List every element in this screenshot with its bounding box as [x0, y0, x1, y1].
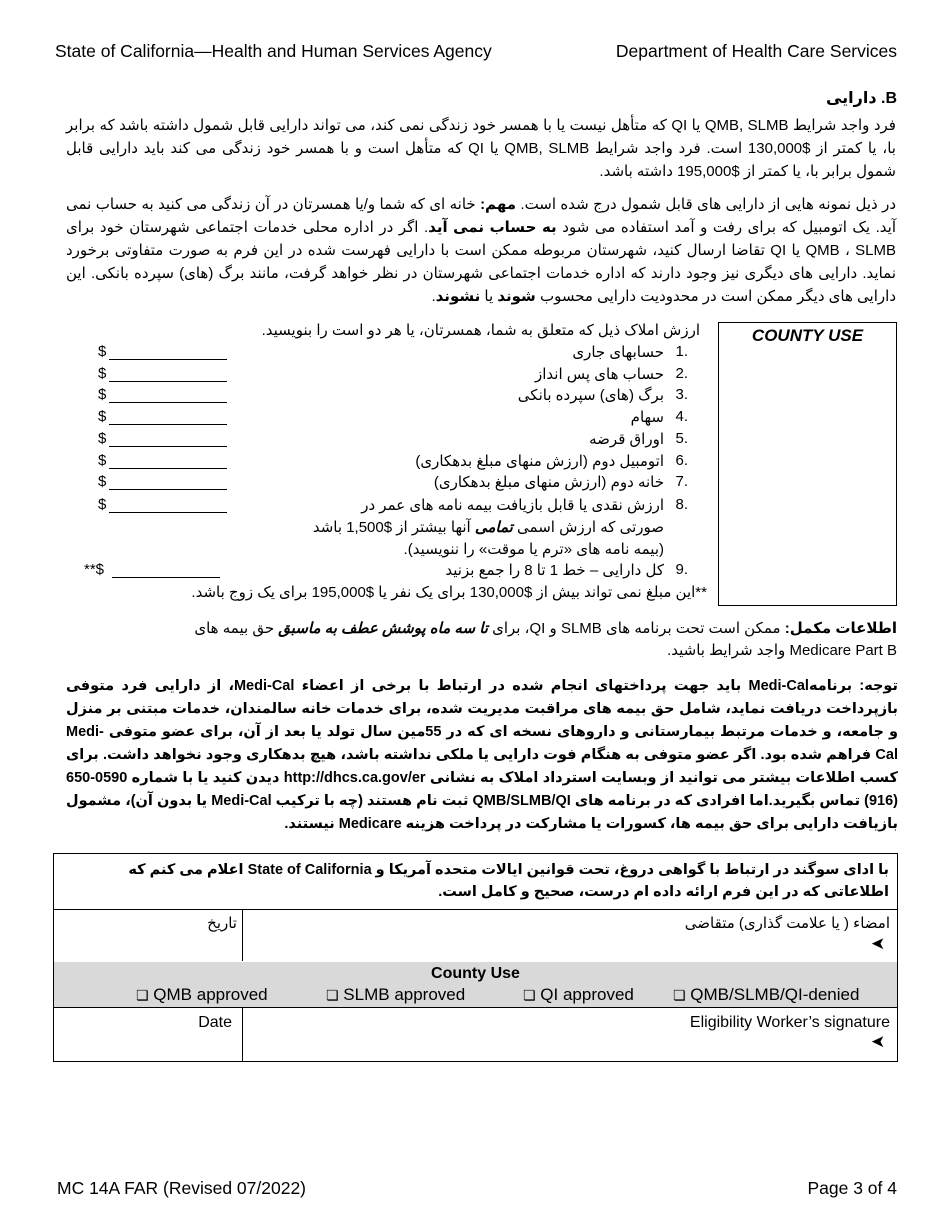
currency-symbol: $ [98, 386, 107, 404]
asset-row-1 [80, 343, 708, 365]
total-prefix: **$ [84, 561, 105, 578]
asset-amount-field[interactable] [109, 424, 227, 425]
applicant-signature-field[interactable] [250, 934, 890, 958]
intro-paragraph: فرد واجد شرایط QMB, SLMB یا QI که متأهل نیست یا با همسر خود زندگی نمی کند، می تواند دارایی قابل شمول داشته باشد که برابر با، یا کمتر از $130,000 است. فرد واجد شرایط QMB, SLMB یا QI که متأهل است و با همسر خود زندگی می کند باید دارایی قابل شمول برابر با، یا کمتر از $195,000 داشته باشد. [66, 117, 896, 180]
checkbox-icon: ❏ [673, 987, 686, 1003]
worker-signature-label: Eligibility Worker’s signature [689, 1014, 890, 1031]
asset-number: 4. [675, 408, 688, 426]
asset-label: سهام [630, 409, 664, 427]
currency-symbol: $ [98, 496, 107, 513]
asset-amount-field[interactable] [109, 381, 227, 382]
examples-paragraph: در ذیل نمونه هایی از دارایی های قابل شمول درج شده است. مهم: خانه ای که شما و/یا همسرتان در آن زندگی می کنید به حساب نمی آید. یک اتومبیل که برای رفت و آمد استفاده می شود به حساب نمی آید. اگر در اداره محلی خدمات اجتماعی شهرستان خود برای QMB ، SLMB یا QI تقاضا ارسال کنید، شهرستان مربوطه ممکن است با دارایی فهرست شده در این فرم به صورت متفاوتی برخورد نماید. دارایی های دیگری نیز وجود دارند که اداره خدمات اجتماعی شهرستان در نظر خواهد گرفت، مانند برگ (های) سپرده بانکی. این دارایی های دیگر ممکن است در محدودیت دارایی محسوب شوند یا نشوند. [66, 196, 896, 305]
asset-label: اوراق قرضه [589, 430, 664, 448]
page-number: Page 3 of 4 [807, 1178, 897, 1198]
asset-number: 2. [675, 364, 688, 382]
asset-amount-field[interactable] [109, 446, 227, 447]
asset-amount-field[interactable] [109, 468, 227, 469]
asset-number: 8. [675, 496, 688, 513]
asset-row-2 [80, 365, 708, 387]
section-title [826, 88, 897, 108]
asset-number: 9. [675, 561, 688, 578]
asset-label: حسابهای جاری [572, 344, 664, 361]
additional-info-line2: Medicare Part B واجد شرایط باشید. [667, 642, 897, 659]
asset-row-5 [80, 430, 708, 452]
asset-row-4 [80, 408, 708, 430]
currency-symbol: $ [98, 343, 107, 360]
asset-row-3 [80, 386, 708, 408]
asset-label: برگ (های) سپرده بانکی [517, 387, 664, 405]
asset-row-6 [80, 452, 708, 474]
agency-header: State of California—Health and Human Services Agency [55, 41, 492, 61]
applicant-signature-label: امضاء ( یا علامت گذاری) متقاضی [684, 915, 890, 932]
declaration-text: با ادای سوگند در ارتباط با گواهی دروغ، تحت قوانین ایالات متحده آمریکا و State of California اعلام می کنم که اطلاعاتی که در این فرم ارائه داده ام درست، صحیح و کامل است. [128, 862, 889, 900]
asset-label: خانه دوم (ارزش منهای مبلغ بدهکاری) [433, 474, 664, 492]
additional-info-label: اطلاعات مکمل: [784, 620, 897, 637]
checkbox-qi-approved[interactable]: ❏ QI approved [523, 985, 634, 1004]
county-use-box-title: COUNTY USE [751, 326, 864, 345]
asset-amount-field[interactable] [109, 512, 227, 513]
checkbox-icon: ❏ [326, 987, 339, 1003]
asset-amount-field[interactable] [109, 489, 227, 490]
date-label-en: Date [198, 1014, 232, 1031]
asset-number: 6. [675, 451, 688, 469]
not-counted-emph: به حساب نمی آید [428, 219, 557, 236]
state-name: State of California [247, 862, 372, 878]
signature-table [53, 853, 898, 1062]
currency-symbol: $ [98, 429, 107, 447]
checkbox-icon: ❏ [136, 987, 149, 1003]
divider [242, 909, 243, 961]
currency-symbol: $ [98, 408, 107, 426]
asset-number: 1. [675, 343, 688, 360]
assets-instruction: ارزش املاک ذیل که متعلق به شما، همسرتان، یا هر دو است را بنویسید. [261, 322, 700, 339]
asset-label: اتومبیل دوم (ارزش منهای مبلغ بدهکاری) [415, 452, 664, 470]
form-id: MC 14A FAR (Revised 07/2022) [57, 1178, 307, 1198]
county-use-options [54, 984, 897, 1006]
important-label: مهم: [480, 196, 517, 213]
asset-label-line1: ارزش نقدی یا قابل بازیافت بیمه نامه های عمر در [361, 497, 664, 514]
asset-row-7 [80, 473, 708, 495]
worker-date-field[interactable] [62, 1034, 236, 1058]
asset-amount-field[interactable] [109, 359, 227, 360]
checkbox-slmb-approved[interactable]: ❏ SLMB approved [326, 985, 466, 1004]
worker-signature-field[interactable] [250, 1034, 890, 1058]
divider [242, 1007, 243, 1062]
currency-symbol: $ [98, 473, 107, 491]
notice-paragraph: توجه: برنامهMedi-Cal باید جهت پرداختهای انجام شده در ارتباط با برخی از اعضاء Medi-Cal، از دارایی فرد متوفی بازپرداخت دریافت نماید، شامل حق بیمه های مراقبت مدیریت شده، برای خدمات خانه سالمندان، خدمات مبتنی بر منزل و جامعه، و خدمات مرتبط بیمارستانی و داروهای نسخه ای که در 55مین سال تولد یا بعد از آن، برای عضو متوفی Medi-Cal فراهم شده بود. اگر عضو متوفی به هنگام فوت دارایی یا ملکی نداشته باشد، هیچ بدهکاری وجود نخواهد داشت. برای کسب اطلاعات بیشتر می توانید از وبسایت استرداد املاک به نشانی http://dhcs.ca.gov/er دیدن کنید یا با شماره 0590-650 (916) تماس بگیرید.اما افرادی که در برنامه های QMB/SLMB/QI ثبت نام هستند (چه با ترکیب Medi-Cal یا بدون آن)، مشمول بازیافت دارایی برای حق بیمه ها، کسورات یا مشارکت در پرداخت هزینه Medicare نیستند. [66, 678, 898, 832]
asset-total-label: کل دارایی – خط 1 تا 8 را جمع بزنید [445, 562, 664, 579]
asset-number: 7. [675, 473, 688, 491]
asset-number: 3. [675, 386, 688, 404]
asset-label-line2: صورتی که ارزش اسمی تمامی آنها بیشتر از $1,500 باشد [312, 519, 664, 536]
asset-row-9 [80, 561, 708, 583]
arrow-left-icon: ➤ [870, 1032, 885, 1051]
currency-symbol: $ [98, 364, 107, 382]
applicant-date-field[interactable] [62, 934, 236, 958]
additional-info [137, 618, 897, 662]
asset-label: حساب های پس انداز [535, 365, 664, 383]
checkbox-qmb-approved[interactable]: ❏ QMB approved [136, 985, 268, 1004]
county-use-title: County Use [431, 965, 520, 982]
asset-row-8 [80, 496, 708, 562]
divider [54, 1007, 897, 1008]
additional-info-line1: اطلاعات مکمل: ممکن است تحت برنامه های SLMB و QI، برای تا سه ماه پوشش عطف به ماسبق حق بیمه های [194, 620, 897, 637]
section-letter: B. [880, 90, 897, 107]
currency-symbol: $ [98, 451, 107, 469]
department-header: Department of Health Care Services [615, 41, 897, 61]
asset-number: 5. [675, 429, 688, 447]
divider [54, 909, 897, 910]
county-use-section [54, 962, 897, 1007]
checkbox-denied[interactable]: ❏ QMB/SLMB/QI-denied [673, 985, 860, 1004]
asset-total-field[interactable] [112, 577, 220, 578]
limit-note: **این مبلغ نمی تواند بیش از $130,000 برای یک نفر یا $195,000 برای یک زوج باشد. [191, 584, 707, 601]
asset-amount-field[interactable] [109, 402, 227, 403]
date-label-fa: تاریخ [207, 915, 237, 932]
asset-label-line3: (بیمه نامه های «ترم یا موقت» را ننویسید). [403, 541, 664, 558]
arrow-left-icon: ➤ [870, 934, 885, 953]
section-name: دارایی [825, 90, 877, 107]
checkbox-icon: ❏ [523, 987, 536, 1003]
county-use-box [718, 322, 897, 606]
